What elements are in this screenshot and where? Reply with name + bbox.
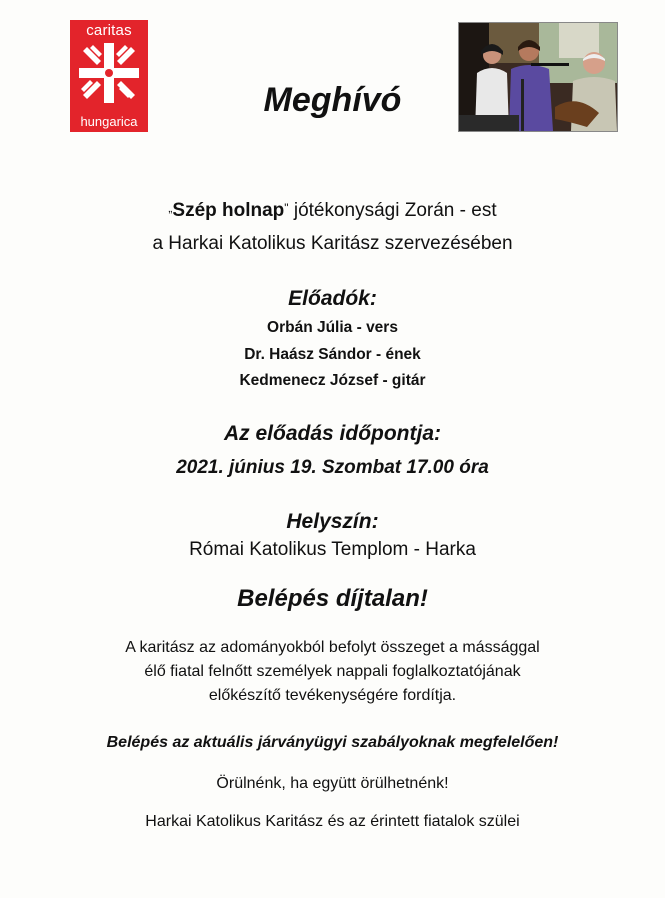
rules-note: Belépés az aktuális járványügyi szabályoknak megfelelően! (106, 734, 559, 751)
description-line: előkészítő tevékenységére fordítja. (208, 687, 457, 704)
event-intro (0, 196, 665, 223)
page-title: Meghívó (263, 81, 402, 119)
venue-value: Római Katolikus Templom - Harka (189, 539, 476, 560)
schedule-value: 2021. június 19. Szombat 17.00 óra (176, 457, 489, 478)
close-quote: " (284, 201, 289, 215)
event-description: jótékonysági Zorán - est (288, 200, 497, 221)
performer-item: Kedmenecz József - gitár (239, 372, 426, 389)
description-line: élő fiatal felnőtt személyek nappali foglalkoztatójának (144, 663, 521, 680)
closing-line: Örülnénk, ha együtt örülhetnénk! (216, 775, 449, 792)
performer-item: Dr. Haász Sándor - ének (244, 346, 421, 363)
venue-heading: Helyszín: (286, 510, 379, 533)
free-entry-notice: Belépés díjtalan! (237, 585, 428, 612)
schedule-heading: Az előadás időpontja: (223, 422, 441, 445)
event-name: Szép holnap (172, 200, 285, 221)
performers-heading: Előadók: (288, 287, 377, 310)
organizer-line: a Harkai Katolikus Karitász szervezésében (152, 233, 513, 254)
logo-top-text: caritas (86, 22, 132, 39)
logo-bottom-text: hungarica (80, 114, 138, 129)
performer-item: Orbán Júlia - vers (267, 319, 398, 336)
open-quote: „ (168, 201, 173, 215)
signature-line: Harkai Katolikus Karitász és az érintett fiatalok szülei (145, 813, 520, 830)
description-line: A karitász az adományokból befolyt összeget a mássággal (125, 639, 540, 656)
